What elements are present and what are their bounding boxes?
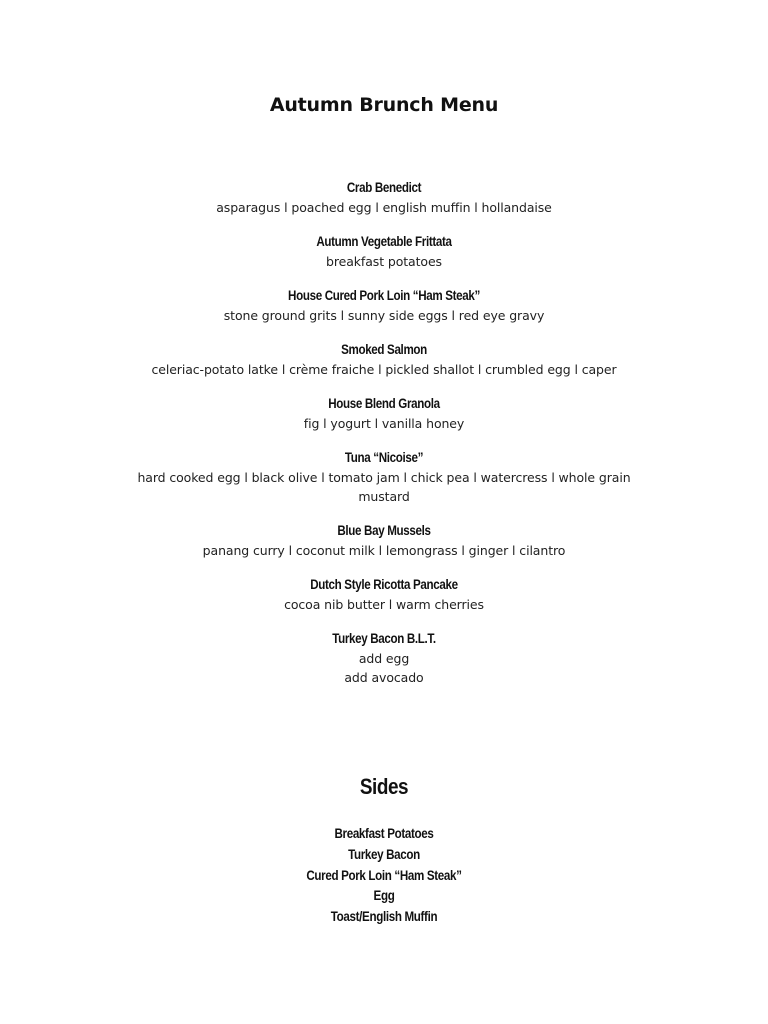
- menu-item-name: Dutch Style Ricotta Pancake: [310, 577, 458, 592]
- menu-item-description: breakfast potatoes: [326, 254, 442, 269]
- menu-item-smoked-salmon: [110, 340, 658, 379]
- menu-item-description: hard cooked egg l black olive l tomato jam l chick pea l watercress l whole grain: [137, 470, 631, 485]
- menu-item-description: stone ground grits l sunny side eggs l red eye gravy: [223, 308, 545, 323]
- menu-item-mussels: [110, 521, 658, 560]
- menu-item-description-continued: mustard: [358, 489, 410, 504]
- menu-item-granola: [110, 394, 658, 433]
- menu-item-description: fig l yogurt l vanilla honey: [303, 416, 465, 431]
- menu-item-turkey-blt: [110, 629, 658, 687]
- menu-item-addon: add egg: [358, 651, 410, 666]
- menu-item-description: asparagus l poached egg l english muffin l hollandaise: [216, 200, 552, 215]
- menu-item-name: Blue Bay Mussels: [337, 523, 431, 538]
- menu-item-tuna-nicoise: [110, 448, 658, 506]
- menu-item-name: Autumn Vegetable Frittata: [316, 234, 452, 249]
- menu-item-name: Crab Benedict: [346, 180, 422, 195]
- menu-item-ricotta-pancake: [110, 575, 658, 614]
- side-item: Cured Pork Loin “Ham Steak”: [306, 867, 462, 883]
- menu-item-name: House Blend Granola: [328, 396, 440, 411]
- menu-item-ham-steak: [110, 286, 658, 325]
- menu-item-description: panang curry l coconut milk l lemongrass l ginger l cilantro: [202, 543, 566, 558]
- menu-item-description: celeriac-potato latke l crème fraiche l pickled shallot l crumbled egg l caper: [151, 362, 617, 377]
- menu-item-name: Turkey Bacon B.L.T.: [332, 631, 436, 646]
- sides-heading: Sides: [359, 774, 409, 799]
- menu-item-name: Tuna “Nicoise”: [344, 450, 424, 465]
- menu-item-addon: add avocado: [344, 670, 424, 685]
- menu-item-description: cocoa nib butter l warm cherries: [284, 597, 484, 612]
- menu-list: [110, 178, 658, 702]
- side-item: Egg: [373, 888, 395, 904]
- page-title: Autumn Brunch Menu: [269, 94, 499, 116]
- menu-item-frittata: [110, 232, 658, 271]
- menu-item-name: Smoked Salmon: [341, 342, 427, 357]
- side-item: Breakfast Potatoes: [334, 826, 434, 841]
- side-item: Toast/English Muffin: [330, 909, 438, 925]
- sides-list: [0, 824, 768, 928]
- side-item: Turkey Bacon: [348, 846, 420, 862]
- menu-item-crab-benedict: [110, 178, 658, 217]
- menu-item-name: House Cured Pork Loin “Ham Steak”: [288, 288, 480, 303]
